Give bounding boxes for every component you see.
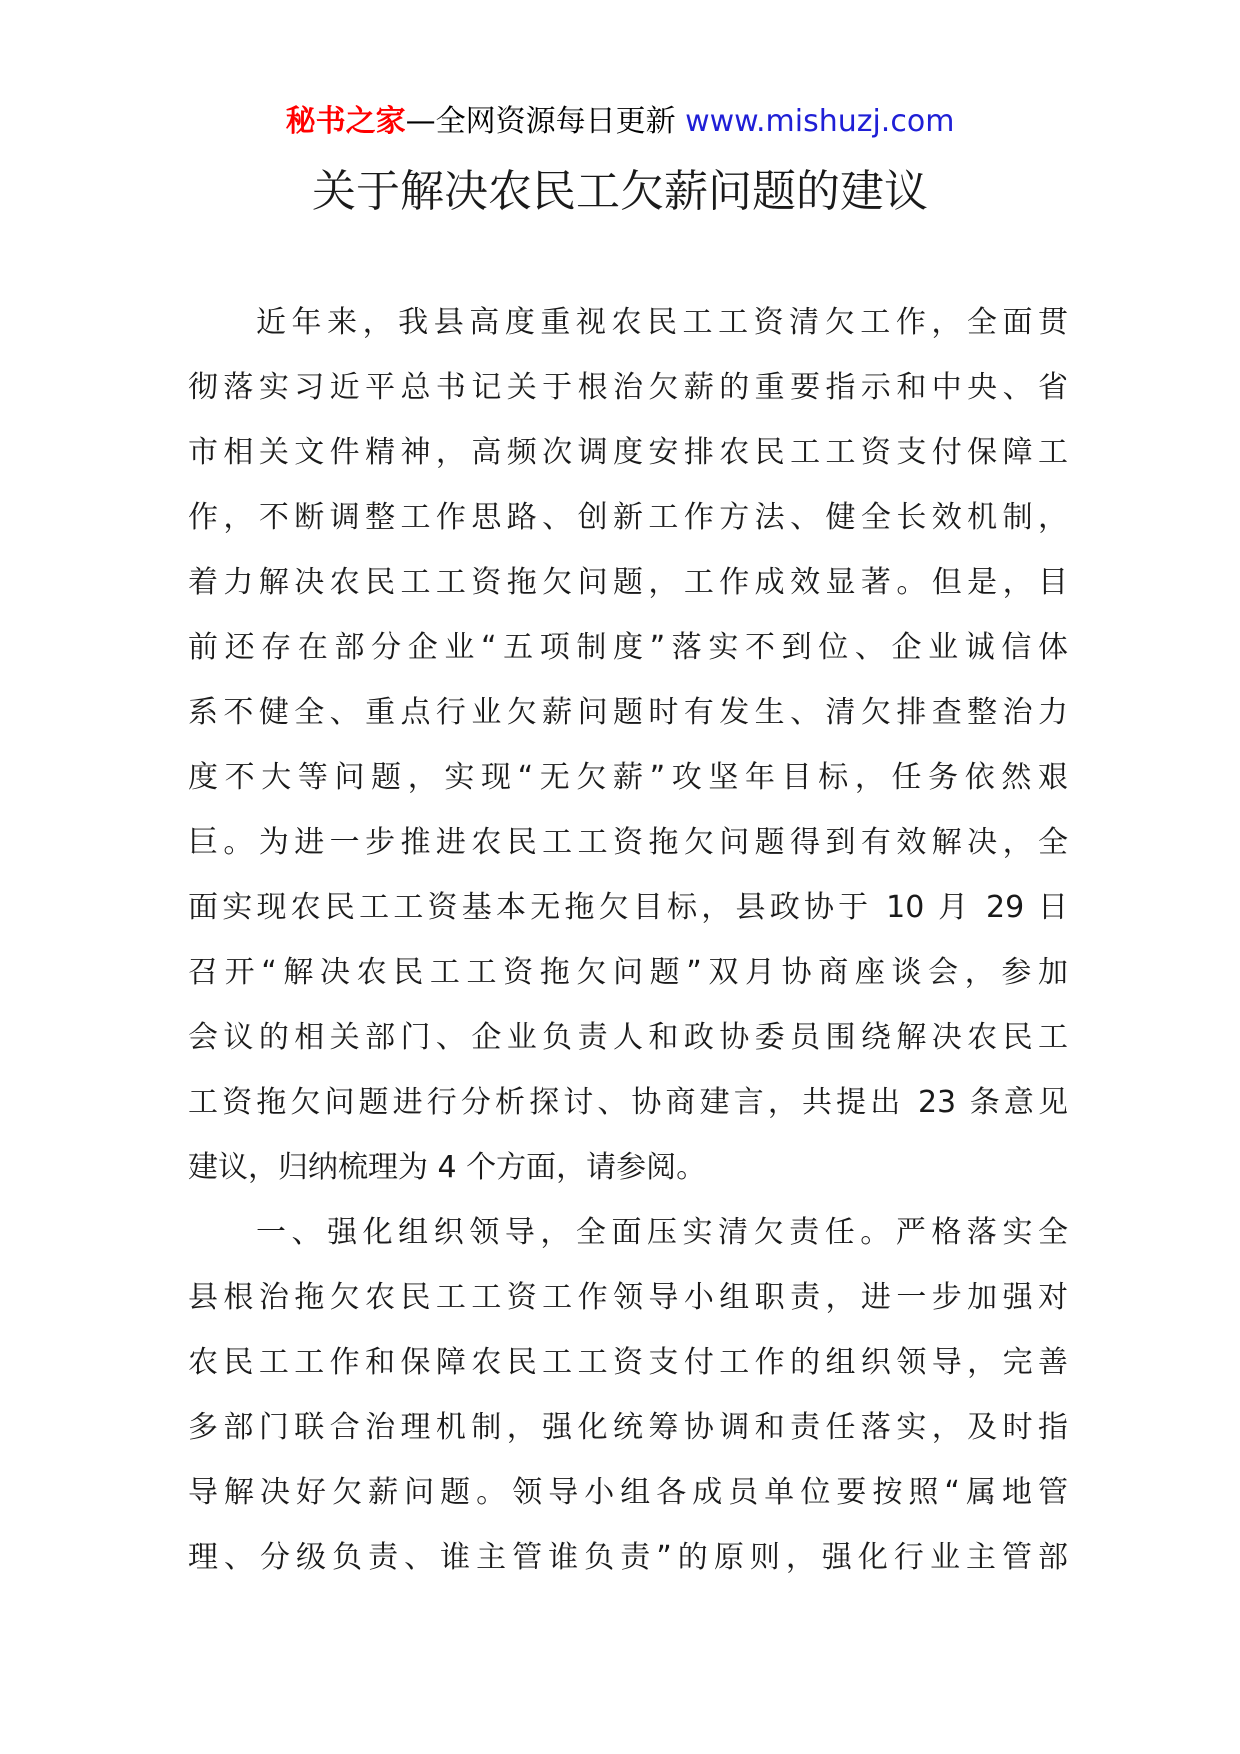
paragraph-line: 导解决好欠薪问题。领导小组各成员单位要按照“属地管 [188, 1475, 1068, 1510]
paragraph-line: 度不大等问题，实现“无欠薪”攻坚年目标，任务依然艰 [188, 760, 1068, 795]
paragraph-line: 农民工工作和保障农民工工资支付工作的组织领导，完善 [188, 1345, 1068, 1380]
site-url-link[interactable]: www.mishuzj.com [675, 104, 955, 139]
paragraph-line: 面实现农民工工资基本无拖欠目标，县政协于 10 月 29 日 [188, 890, 1068, 925]
paragraph-line: 彻落实习近平总书记关于根治欠薪的重要指示和中央、省 [188, 370, 1068, 405]
paragraph-line: 近年来，我县高度重视农民工工资清欠工作，全面贯 [256, 305, 1068, 340]
paragraph-line: 作，不断调整工作思路、创新工作方法、健全长效机制， [188, 500, 1068, 535]
site-brand: 秘书之家 [285, 104, 406, 139]
paragraph-line: 理、分级负责、谁主管谁负责”的原则，强化行业主管部 [188, 1540, 1068, 1575]
section-heading-line: 一、强化组织领导，全面压实清欠责任。严格落实全 [256, 1215, 1068, 1250]
paragraph-line: 多部门联合治理机制，强化统筹协调和责任落实，及时指 [188, 1410, 1068, 1445]
site-header [0, 100, 1240, 144]
paragraph-line: 工资拖欠问题进行分析探讨、协商建言，共提出 23 条意见 [188, 1085, 1068, 1120]
paragraph-line: 县根治拖欠农民工工资工作领导小组职责，进一步加强对 [188, 1280, 1068, 1315]
paragraph-line: 系不健全、重点行业欠薪问题时有发生、清欠排查整治力 [188, 695, 1068, 730]
document-body [188, 290, 1068, 1590]
paragraph-line: 前还存在部分企业“五项制度”落实不到位、企业诚信体 [188, 630, 1068, 665]
paragraph-line: 着力解决农民工工资拖欠问题，工作成效显著。但是，目 [188, 565, 1068, 600]
paragraph-line: 召开“解决农民工工资拖欠问题”双月协商座谈会，参加 [188, 955, 1068, 990]
document-title: 关于解决农民工欠薪问题的建议 [312, 166, 928, 217]
paragraph-line: 会议的相关部门、企业负责人和政协委员围绕解决农民工 [188, 1020, 1068, 1055]
paragraph-line: 巨。为进一步推进农民工工资拖欠问题得到有效解决，全 [188, 825, 1068, 860]
paragraph-line: 市相关文件精神，高频次调度安排农民工工资支付保障工 [188, 435, 1068, 470]
site-slogan: —全网资源每日更新 [405, 104, 676, 139]
paragraph-line: 建议，归纳梳理为 4 个方面，请参阅。 [188, 1150, 707, 1185]
